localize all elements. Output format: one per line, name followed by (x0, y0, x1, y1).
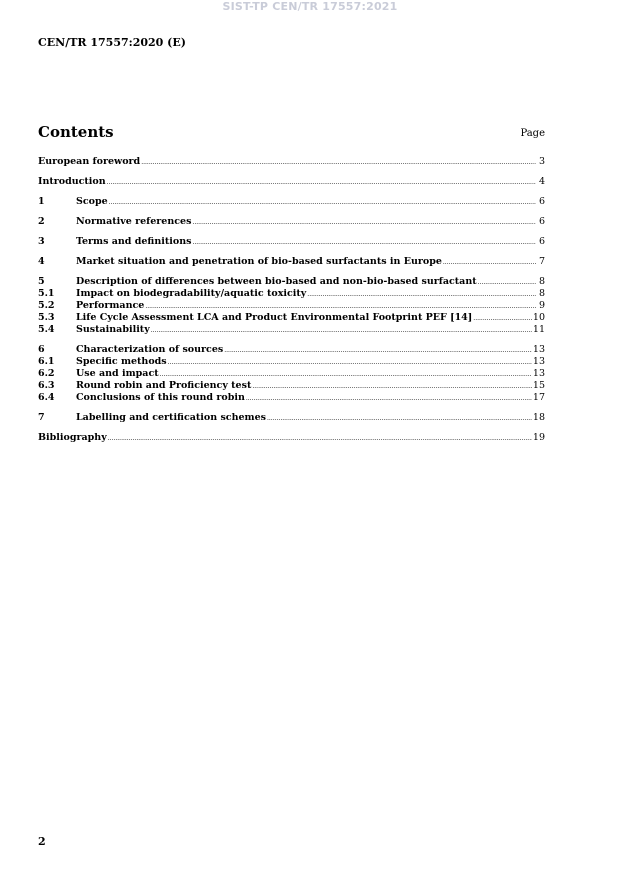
leader-dots (224, 345, 532, 357)
contents-heading: Contents (38, 123, 114, 141)
toc-entry-page: 9 (538, 300, 545, 311)
toc-entry-title: Normative references (76, 216, 192, 227)
table-of-contents (38, 156, 545, 444)
toc-entry-page: 6 (538, 196, 545, 207)
leader-dots (443, 257, 536, 269)
toc-entry-title: Conclusions of this round robin (76, 392, 245, 403)
toc-entry-title: Impact on biodegradability/aquatic toxicity (76, 288, 307, 299)
toc-entry-market-situation[interactable] (38, 256, 545, 268)
toc-entry-title: Scope (76, 196, 108, 207)
leader-dots (168, 357, 532, 369)
toc-entry-page: 10 (532, 312, 545, 323)
toc-entry-title: Characterization of sources (76, 344, 224, 355)
toc-entry-european-foreword[interactable] (38, 156, 545, 168)
toc-entry-title: Life Cycle Assessment LCA and Product Environmental Footprint PEF [14] (76, 312, 473, 323)
toc-entry-title: Description of differences between bio-based and non-bio-based surfactant (76, 276, 477, 287)
toc-entry-impact-on-biodegradability[interactable] (38, 288, 545, 300)
toc-entry-page: 15 (532, 380, 545, 391)
toc-entry-number: 7 (38, 412, 45, 423)
leader-dots (192, 237, 536, 249)
toc-entry-number: 6.3 (38, 380, 55, 391)
toc-entry-performance[interactable] (38, 300, 545, 312)
leader-dots (478, 277, 536, 289)
toc-entry-characterization-of-sources[interactable] (38, 344, 545, 356)
toc-entry-number: 5.1 (38, 288, 55, 299)
toc-entry-page: 13 (532, 356, 545, 367)
toc-entry-number: 6.4 (38, 392, 55, 403)
toc-entry-round-robin[interactable] (38, 380, 545, 392)
toc-entry-page: 6 (538, 216, 545, 227)
toc-entry-page: 13 (532, 344, 545, 355)
toc-entry-specific-methods[interactable] (38, 356, 545, 368)
leader-dots (107, 177, 536, 189)
toc-entry-conclusions[interactable] (38, 392, 545, 404)
toc-entry-title: Sustainability (76, 324, 150, 335)
toc-entry-title: Labelling and certification schemes (76, 412, 266, 423)
toc-entry-page: 18 (532, 412, 545, 423)
page-number: 2 (38, 835, 46, 848)
leader-dots (151, 325, 532, 337)
leader-dots (473, 313, 532, 325)
toc-entry-labelling[interactable] (38, 412, 545, 424)
toc-entry-use-and-impact[interactable] (38, 368, 545, 380)
toc-entry-page: 8 (538, 276, 545, 287)
toc-entry-page: 3 (538, 156, 545, 167)
toc-entry-number: 5 (38, 276, 45, 287)
leader-dots (108, 433, 532, 445)
leader-dots (252, 381, 532, 393)
toc-entry-title: Introduction (38, 176, 106, 187)
toc-entry-page: 7 (538, 256, 545, 267)
toc-entry-scope[interactable] (38, 196, 545, 208)
toc-entry-number: 1 (38, 196, 45, 207)
toc-entry-page: 19 (532, 432, 545, 443)
toc-entry-title: Bibliography (38, 432, 107, 443)
toc-entry-number: 6 (38, 344, 45, 355)
leader-dots (109, 197, 536, 209)
toc-entry-terms-and-definitions[interactable] (38, 236, 545, 248)
document-id: CEN/TR 17557:2020 (E) (38, 36, 186, 49)
toc-entry-page: 17 (532, 392, 545, 403)
toc-entry-description-of-differences[interactable] (38, 276, 545, 288)
leader-dots (141, 157, 536, 169)
toc-entry-number: 2 (38, 216, 45, 227)
toc-entry-title: Specific methods (76, 356, 167, 367)
toc-entry-page: 8 (538, 288, 545, 299)
toc-entry-page: 4 (538, 176, 545, 187)
toc-entry-title: Performance (76, 300, 145, 311)
toc-entry-number: 5.4 (38, 324, 55, 335)
leader-dots (192, 217, 536, 229)
toc-entry-life-cycle-assessment[interactable] (38, 312, 545, 324)
leader-dots (246, 393, 532, 405)
toc-entry-number: 5.3 (38, 312, 55, 323)
toc-entry-title: Round robin and Proficiency test (76, 380, 252, 391)
toc-entry-number: 5.2 (38, 300, 55, 311)
leader-dots (307, 289, 536, 301)
toc-entry-number: 6.2 (38, 368, 55, 379)
toc-entry-title: Market situation and penetration of bio-based surfactants in Europe (76, 256, 442, 267)
toc-entry-number: 6.1 (38, 356, 55, 367)
toc-entry-introduction[interactable] (38, 176, 545, 188)
toc-entry-number: 4 (38, 256, 45, 267)
toc-entry-title: Use and impact (76, 368, 159, 379)
toc-entry-page: 13 (532, 368, 545, 379)
toc-entry-bibliography[interactable] (38, 432, 545, 444)
toc-entry-sustainability[interactable] (38, 324, 545, 336)
page-column-label: Page (520, 128, 545, 139)
watermark: SIST-TP CEN/TR 17557:2021 (222, 0, 398, 13)
toc-entry-normative-references[interactable] (38, 216, 545, 228)
toc-entry-title: Terms and definitions (76, 236, 192, 247)
toc-entry-title: European foreword (38, 156, 141, 167)
toc-entry-page: 11 (532, 324, 545, 335)
toc-entry-page: 6 (538, 236, 545, 247)
leader-dots (267, 413, 532, 425)
toc-entry-number: 3 (38, 236, 45, 247)
